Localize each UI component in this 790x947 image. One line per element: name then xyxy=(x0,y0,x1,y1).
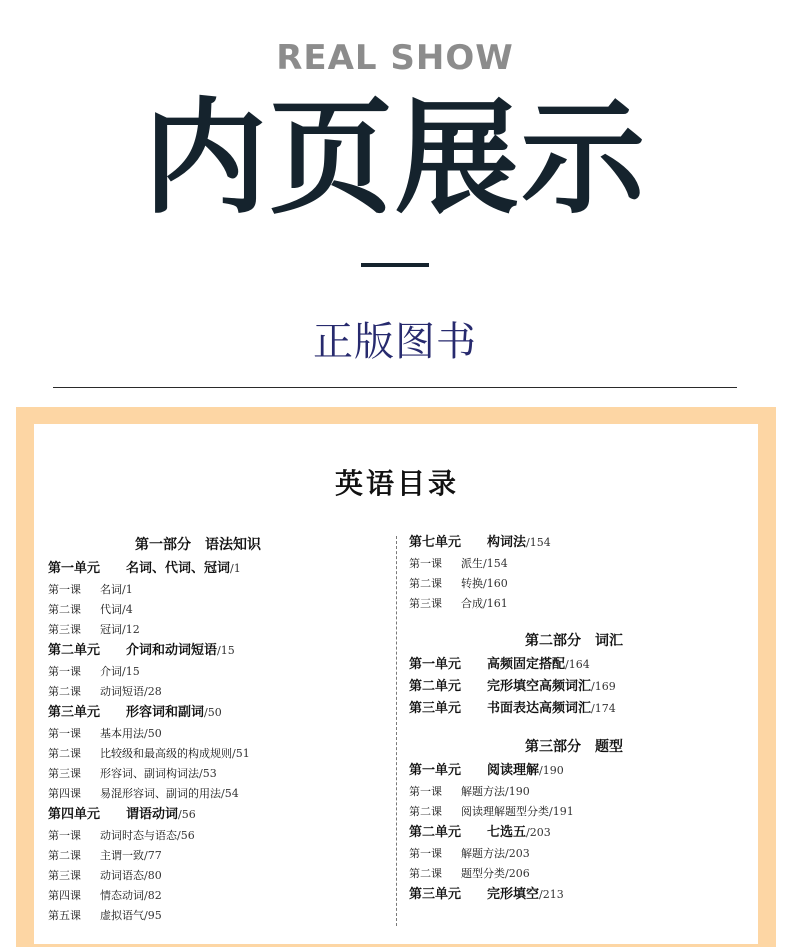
toc-entry-title: 完形填空 xyxy=(487,887,540,902)
toc-entry-label: 第四单元 xyxy=(48,807,101,822)
toc-entry-label: 第四课 xyxy=(48,787,81,800)
toc-entry-page: /28 xyxy=(144,685,162,698)
toc-entry-title: 合成 xyxy=(461,597,483,610)
toc-entry-label: 第一课 xyxy=(409,847,442,860)
toc-entry-title: 动词时态与语态 xyxy=(100,829,177,842)
toc-entry-label: 第二单元 xyxy=(409,679,462,694)
toc-entry-title: 七选五 xyxy=(487,825,527,840)
toc-entry-page: /154 xyxy=(526,536,551,549)
toc-unit-entry xyxy=(409,532,739,554)
toc-entry-title: 谓语动词 xyxy=(126,807,179,822)
toc-entry-title: 构词法 xyxy=(487,535,527,550)
toc-entry-page: /15 xyxy=(217,644,235,657)
toc-lesson-entry xyxy=(409,554,739,574)
banner-cn-title: 内页展示 xyxy=(142,87,647,231)
toc-part-heading xyxy=(48,532,348,558)
toc-entry-page: /56 xyxy=(178,808,196,821)
toc-unit-entry xyxy=(48,640,348,662)
toc-entry-label: 第三单元 xyxy=(48,705,101,720)
toc-entry-label: 第一课 xyxy=(48,665,81,678)
toc-entry-label: 第一课 xyxy=(409,785,442,798)
toc-entry-title: 比较级和最高级的构成规则 xyxy=(100,747,232,760)
toc-entry-label: 第一课 xyxy=(48,727,81,740)
toc-unit-entry xyxy=(409,822,739,844)
toc-lesson-entry xyxy=(409,594,739,614)
toc-column-divider xyxy=(396,536,397,926)
toc-entry-label: 第三单元 xyxy=(409,701,462,716)
banner-en-title: REAL SHOW xyxy=(276,38,514,78)
toc-unit-entry xyxy=(409,654,739,676)
toc-entry-label: 第一课 xyxy=(409,557,442,570)
toc-unit-entry xyxy=(409,698,739,720)
toc-unit-entry xyxy=(48,804,348,826)
toc-entry-label: 第三课 xyxy=(48,767,81,780)
toc-entry-page: /191 xyxy=(549,805,574,818)
toc-lesson-entry xyxy=(48,906,348,926)
toc-entry-title: 情态动词 xyxy=(100,889,144,902)
toc-entry-page: /82 xyxy=(144,889,162,902)
toc-entry-page: /53 xyxy=(199,767,217,780)
toc-lesson-entry xyxy=(48,886,348,906)
toc-spacer xyxy=(409,720,739,734)
toc-entry-label: 第三课 xyxy=(48,623,81,636)
toc-entry-page: /95 xyxy=(144,909,162,922)
toc-left-column xyxy=(48,532,348,926)
toc-entry-page: /77 xyxy=(144,849,162,862)
toc-entry-label: 第一课 xyxy=(48,583,81,596)
toc-entry-label: 第二课 xyxy=(48,603,81,616)
toc-entry-title: 介词和动词短语 xyxy=(126,643,218,658)
toc-entry-label: 第一单元 xyxy=(48,561,101,576)
toc-entry-title: 动词语态 xyxy=(100,869,144,882)
toc-entry-label: 第二课 xyxy=(48,685,81,698)
toc-spacer xyxy=(409,614,739,628)
toc-part-text: 第二部分 词汇 xyxy=(525,633,623,649)
toc-lesson-entry xyxy=(409,574,739,594)
toc-lesson-entry xyxy=(409,844,739,864)
toc-entry-page: /154 xyxy=(483,557,508,570)
toc-entry-title: 题型分类 xyxy=(461,867,505,880)
toc-entry-page: /203 xyxy=(526,826,551,839)
toc-entry-label: 第四课 xyxy=(48,889,81,902)
toc-entry-title: 易混形容词、副词的用法 xyxy=(100,787,221,800)
document-title: 英语目录 xyxy=(334,467,459,500)
toc-entry-title: 书面表达高频词汇 xyxy=(487,701,592,716)
toc-unit-entry xyxy=(409,676,739,698)
toc-entry-title: 代词 xyxy=(100,603,122,616)
toc-entry-label: 第二课 xyxy=(48,747,81,760)
toc-lesson-entry xyxy=(48,764,348,784)
toc-lesson-entry xyxy=(48,662,348,682)
toc-entry-page: /56 xyxy=(177,829,195,842)
toc-right-column xyxy=(409,532,739,906)
toc-entry-label: 第二课 xyxy=(409,867,442,880)
toc-entry-label: 第三单元 xyxy=(409,887,462,902)
toc-entry-page: /80 xyxy=(144,869,162,882)
toc-entry-title: 形容词和副词 xyxy=(126,705,205,720)
toc-entry-page: /169 xyxy=(591,680,616,693)
toc-lesson-entry xyxy=(48,866,348,886)
toc-entry-page: /54 xyxy=(221,787,239,800)
toc-entry-title: 名词 xyxy=(100,583,122,596)
toc-entry-page: /161 xyxy=(483,597,508,610)
toc-unit-entry xyxy=(409,884,739,906)
toc-entry-page: /190 xyxy=(539,764,564,777)
toc-lesson-entry xyxy=(48,620,348,640)
toc-entry-title: 主谓一致 xyxy=(100,849,144,862)
toc-entry-page: /4 xyxy=(122,603,133,616)
toc-entry-label: 第一单元 xyxy=(409,657,462,672)
toc-unit-entry xyxy=(48,558,348,580)
toc-entry-title: 阅读理解 xyxy=(487,763,540,778)
toc-lesson-entry xyxy=(48,682,348,702)
toc-entry-page: /190 xyxy=(505,785,530,798)
toc-part-heading xyxy=(409,628,739,654)
toc-lesson-entry xyxy=(48,580,348,600)
toc-lesson-entry xyxy=(48,846,348,866)
toc-entry-page: /51 xyxy=(232,747,250,760)
toc-entry-title: 名词、代词、冠词 xyxy=(126,561,231,576)
toc-unit-entry xyxy=(409,760,739,782)
toc-entry-page: /50 xyxy=(204,706,222,719)
banner-dash xyxy=(361,263,429,267)
toc-entry-page: /206 xyxy=(505,867,530,880)
toc-lesson-entry xyxy=(409,782,739,802)
toc-entry-page: /1 xyxy=(122,583,133,596)
toc-lesson-entry xyxy=(409,864,739,884)
toc-lesson-entry xyxy=(48,784,348,804)
toc-entry-title: 派生 xyxy=(461,557,483,570)
toc-entry-label: 第一单元 xyxy=(409,763,462,778)
toc-entry-title: 完形填空高频词汇 xyxy=(487,679,592,694)
toc-entry-label: 第二单元 xyxy=(409,825,462,840)
toc-entry-label: 第二单元 xyxy=(48,643,101,658)
toc-part-heading xyxy=(409,734,739,760)
toc-entry-label: 第二课 xyxy=(409,577,442,590)
toc-entry-title: 虚拟语气 xyxy=(100,909,144,922)
banner-rule xyxy=(53,387,737,388)
toc-entry-title: 动词短语 xyxy=(100,685,144,698)
toc-entry-label: 第二课 xyxy=(48,849,81,862)
toc-entry-page: /213 xyxy=(539,888,564,901)
toc-entry-page: /160 xyxy=(483,577,508,590)
toc-lesson-entry xyxy=(409,802,739,822)
banner-subtitle: 正版图书 xyxy=(313,319,477,365)
toc-entry-label: 第三课 xyxy=(409,597,442,610)
toc-part-text: 第三部分 题型 xyxy=(525,739,623,755)
toc-entry-page: /164 xyxy=(565,658,590,671)
toc-lesson-entry xyxy=(48,600,348,620)
toc-lesson-entry xyxy=(48,724,348,744)
toc-entry-title: 形容词、副词构词法 xyxy=(100,767,199,780)
toc-entry-title: 冠词 xyxy=(100,623,122,636)
toc-part-text: 第一部分 语法知识 xyxy=(135,537,261,553)
toc-entry-title: 高频固定搭配 xyxy=(487,657,566,672)
toc-entry-title: 解题方法 xyxy=(461,847,505,860)
toc-entry-page: /1 xyxy=(230,562,241,575)
toc-entry-page: /203 xyxy=(505,847,530,860)
toc-entry-title: 转换 xyxy=(461,577,483,590)
toc-entry-page: /50 xyxy=(144,727,162,740)
toc-entry-label: 第二课 xyxy=(409,805,442,818)
toc-entry-label: 第三课 xyxy=(48,869,81,882)
toc-entry-title: 基本用法 xyxy=(100,727,144,740)
toc-entry-title: 阅读理解题型分类 xyxy=(461,805,549,818)
toc-entry-page: /12 xyxy=(122,623,140,636)
toc-entry-title: 解题方法 xyxy=(461,785,505,798)
toc-entry-page: /15 xyxy=(122,665,140,678)
toc-lesson-entry xyxy=(48,826,348,846)
toc-entry-page: /174 xyxy=(591,702,616,715)
toc-entry-label: 第一课 xyxy=(48,829,81,842)
toc-entry-label: 第五课 xyxy=(48,909,81,922)
toc-lesson-entry xyxy=(48,744,348,764)
toc-unit-entry xyxy=(48,702,348,724)
toc-entry-label: 第七单元 xyxy=(409,535,462,550)
toc-entry-title: 介词 xyxy=(100,665,122,678)
